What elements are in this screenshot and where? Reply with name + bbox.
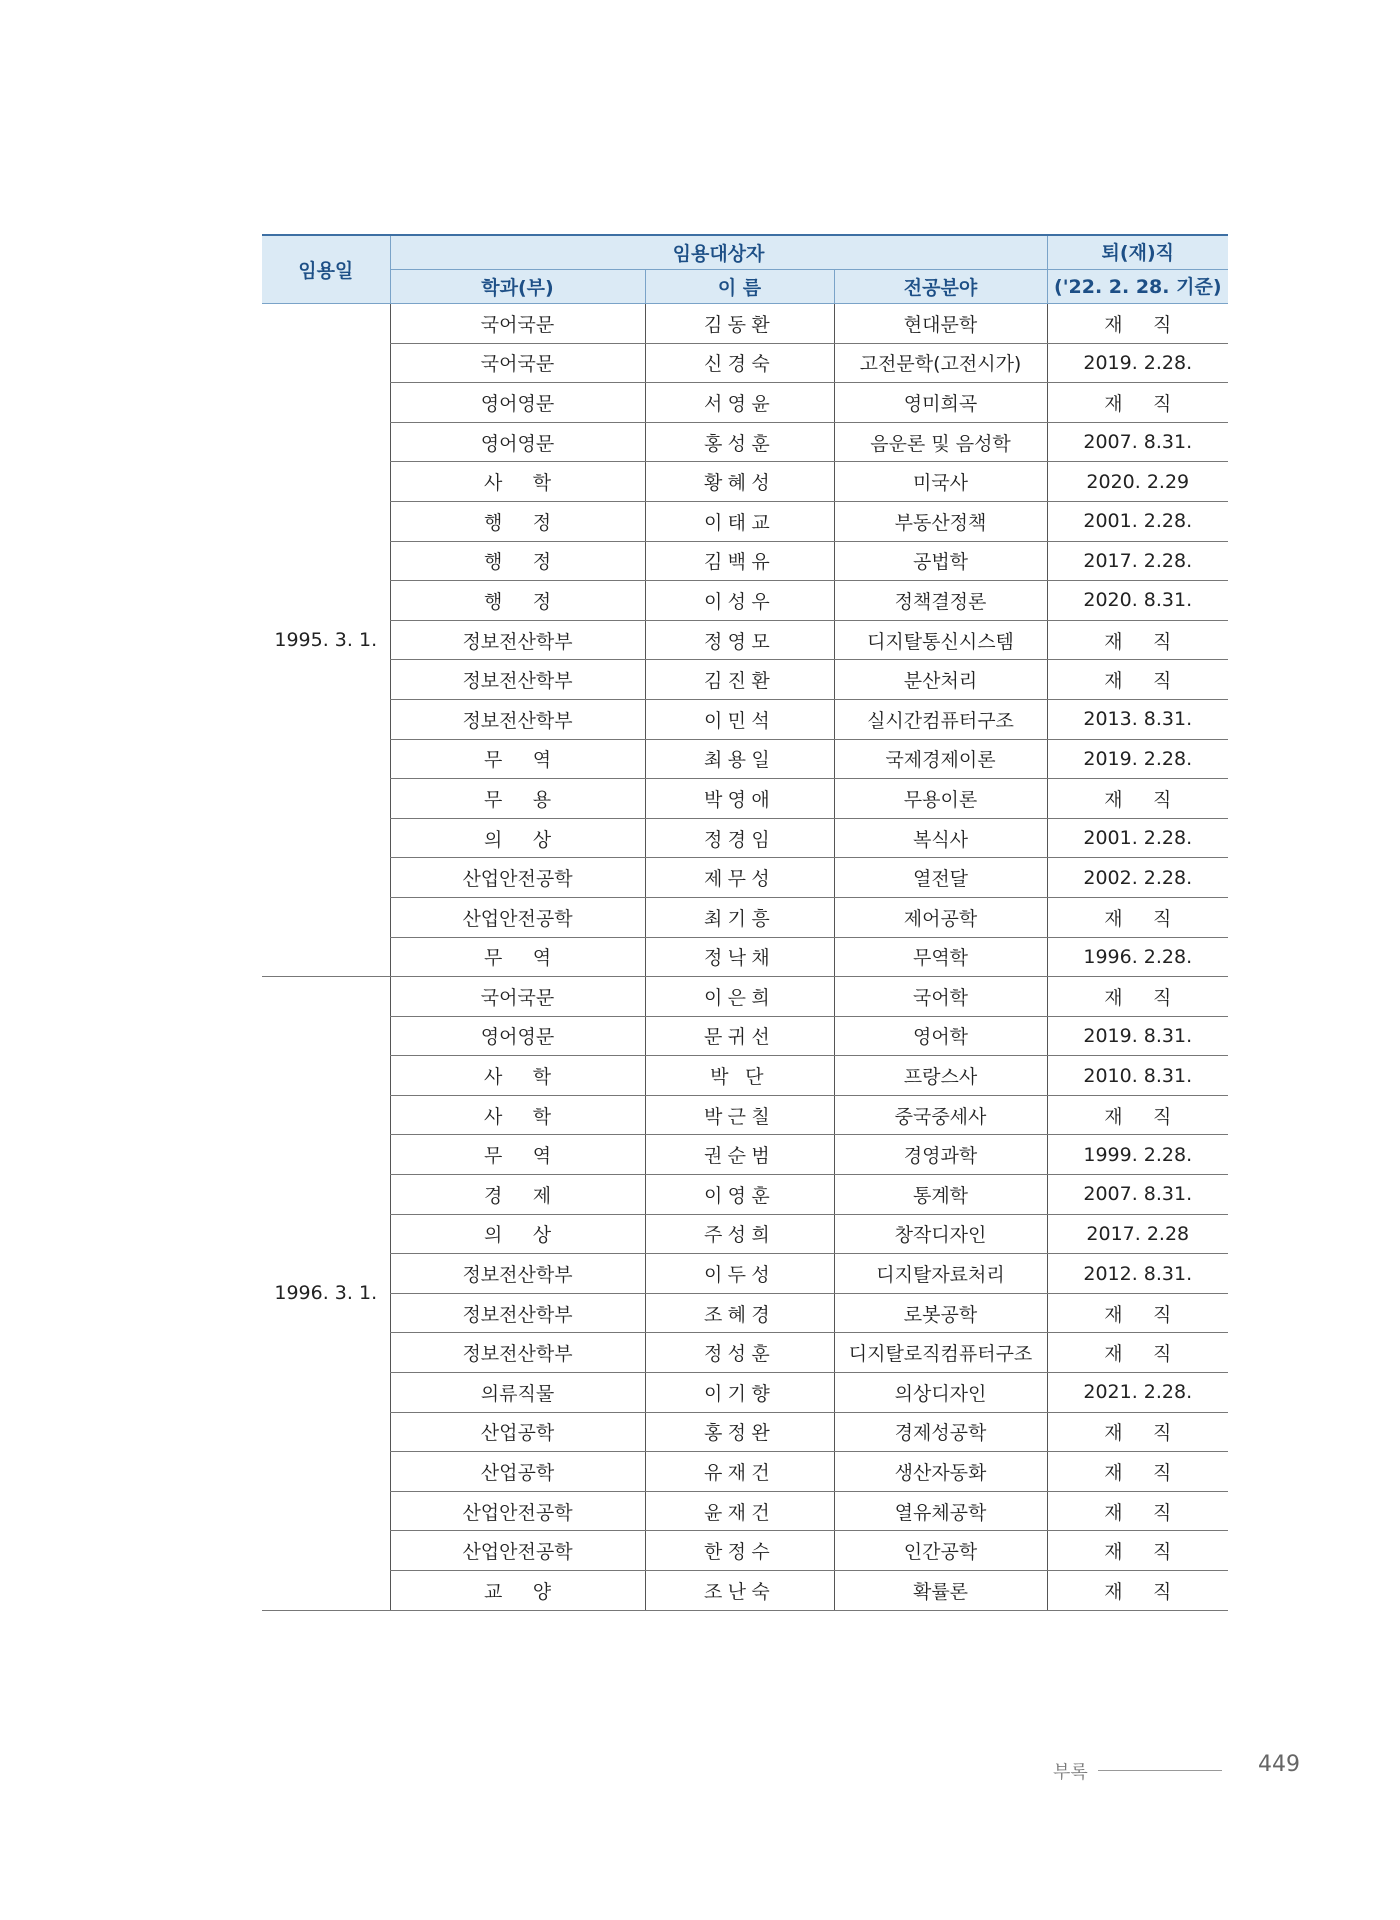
name-cell: 권순범 [645, 1135, 834, 1175]
major-cell: 의상디자인 [834, 1373, 1047, 1413]
dept-cell: 사학 [390, 1056, 645, 1096]
status-cell: 재직 [1047, 620, 1228, 660]
name-cell: 정성훈 [645, 1333, 834, 1373]
dept-cell: 경제 [390, 1175, 645, 1215]
dept-cell: 영어영문 [390, 422, 645, 462]
dept-cell: 산업안전공학 [390, 1531, 645, 1571]
name-cell: 서영윤 [645, 383, 834, 423]
status-cell: 2019. 8.31. [1047, 1016, 1228, 1056]
status-cell: 2019. 2.28. [1047, 343, 1228, 383]
table-row [262, 1175, 1228, 1215]
major-cell: 열전달 [834, 858, 1047, 898]
table-row [262, 660, 1228, 700]
status-cell: 2012. 8.31. [1047, 1254, 1228, 1294]
major-cell: 인간공학 [834, 1531, 1047, 1571]
name-cell: 정낙채 [645, 937, 834, 977]
major-cell: 영어학 [834, 1016, 1047, 1056]
table-row [262, 1214, 1228, 1254]
name-cell: 이은희 [645, 977, 834, 1017]
header-retire: 퇴(재)직 [1047, 235, 1228, 270]
major-cell: 정책결정론 [834, 581, 1047, 621]
dept-cell: 의류직물 [390, 1373, 645, 1413]
name-cell: 최용일 [645, 739, 834, 779]
status-cell: 재직 [1047, 1412, 1228, 1452]
name-cell: 이태교 [645, 501, 834, 541]
table-row [262, 1452, 1228, 1492]
major-cell: 확률론 [834, 1571, 1047, 1611]
major-cell: 경제성공학 [834, 1412, 1047, 1452]
major-cell: 창작디자인 [834, 1214, 1047, 1254]
table-row [262, 541, 1228, 581]
header-retire-basis: ('22. 2. 28. 기준) [1047, 270, 1228, 304]
status-cell: 재직 [1047, 1491, 1228, 1531]
major-cell: 경영과학 [834, 1135, 1047, 1175]
table-row [262, 977, 1228, 1017]
table-row [262, 501, 1228, 541]
major-cell: 복식사 [834, 818, 1047, 858]
major-cell: 무역학 [834, 937, 1047, 977]
major-cell: 제어공학 [834, 897, 1047, 937]
table-row [262, 818, 1228, 858]
table-row [262, 462, 1228, 502]
page-number: 449 [1258, 1752, 1300, 1777]
status-cell: 2002. 2.28. [1047, 858, 1228, 898]
status-cell: 2017. 2.28. [1047, 541, 1228, 581]
dept-cell: 산업공학 [390, 1412, 645, 1452]
footer-divider [1098, 1770, 1222, 1771]
dept-cell: 무역 [390, 1135, 645, 1175]
name-cell: 황혜성 [645, 462, 834, 502]
dept-cell: 행정 [390, 501, 645, 541]
dept-cell: 사학 [390, 462, 645, 502]
major-cell: 디지탈통신시스템 [834, 620, 1047, 660]
table-row [262, 1491, 1228, 1531]
status-cell: 2001. 2.28. [1047, 818, 1228, 858]
major-cell: 영미희곡 [834, 383, 1047, 423]
name-cell: 한정수 [645, 1531, 834, 1571]
name-cell: 문귀선 [645, 1016, 834, 1056]
major-cell: 열유체공학 [834, 1491, 1047, 1531]
table-row [262, 1373, 1228, 1413]
table-row [262, 304, 1228, 344]
dept-cell: 산업공학 [390, 1452, 645, 1492]
major-cell: 디지탈자료처리 [834, 1254, 1047, 1294]
status-cell: 1996. 2.28. [1047, 937, 1228, 977]
name-cell: 이두성 [645, 1254, 834, 1294]
name-cell: 최기흥 [645, 897, 834, 937]
major-cell: 디지탈로직컴퓨터구조 [834, 1333, 1047, 1373]
major-cell: 부동산정책 [834, 501, 1047, 541]
major-cell: 고전문학(고전시가) [834, 343, 1047, 383]
dept-cell: 사학 [390, 1095, 645, 1135]
name-cell: 정영모 [645, 620, 834, 660]
dept-cell: 의상 [390, 818, 645, 858]
table-row [262, 1056, 1228, 1096]
name-cell: 홍정완 [645, 1412, 834, 1452]
table-row [262, 1412, 1228, 1452]
dept-cell: 영어영문 [390, 1016, 645, 1056]
table-row [262, 739, 1228, 779]
major-cell: 음운론 및 음성학 [834, 422, 1047, 462]
status-cell: 2021. 2.28. [1047, 1373, 1228, 1413]
name-cell: 박영애 [645, 779, 834, 819]
table-row [262, 1293, 1228, 1333]
header-appointee: 임용대상자 [390, 235, 1047, 270]
status-cell: 2020. 2.29 [1047, 462, 1228, 502]
dept-cell: 교양 [390, 1571, 645, 1611]
name-cell: 이성우 [645, 581, 834, 621]
name-cell: 홍성훈 [645, 422, 834, 462]
name-cell: 조혜경 [645, 1293, 834, 1333]
major-cell: 생산자동화 [834, 1452, 1047, 1492]
status-cell: 재직 [1047, 1293, 1228, 1333]
name-cell: 김백유 [645, 541, 834, 581]
dept-cell: 무용 [390, 779, 645, 819]
table-row [262, 1095, 1228, 1135]
status-cell: 재직 [1047, 1531, 1228, 1571]
status-cell: 2007. 8.31. [1047, 422, 1228, 462]
major-cell: 중국중세사 [834, 1095, 1047, 1135]
status-cell: 재직 [1047, 779, 1228, 819]
header-major: 전공분야 [834, 270, 1047, 304]
table-row [262, 897, 1228, 937]
table-row [262, 858, 1228, 898]
status-cell: 2007. 8.31. [1047, 1175, 1228, 1215]
status-cell: 2010. 8.31. [1047, 1056, 1228, 1096]
name-cell: 이민석 [645, 699, 834, 739]
name-cell: 박 단 [645, 1056, 834, 1096]
dept-cell: 산업안전공학 [390, 1491, 645, 1531]
dept-cell: 행정 [390, 541, 645, 581]
status-cell: 재직 [1047, 304, 1228, 344]
status-cell: 2001. 2.28. [1047, 501, 1228, 541]
dept-cell: 정보전산학부 [390, 699, 645, 739]
table-row [262, 1016, 1228, 1056]
status-cell: 재직 [1047, 383, 1228, 423]
major-cell: 국어학 [834, 977, 1047, 1017]
status-cell: 재직 [1047, 897, 1228, 937]
name-cell: 조난숙 [645, 1571, 834, 1611]
major-cell: 미국사 [834, 462, 1047, 502]
name-cell: 이영훈 [645, 1175, 834, 1215]
major-cell: 현대문학 [834, 304, 1047, 344]
major-cell: 프랑스사 [834, 1056, 1047, 1096]
name-cell: 유재건 [645, 1452, 834, 1492]
table-row [262, 422, 1228, 462]
name-cell: 김진환 [645, 660, 834, 700]
name-cell: 이기향 [645, 1373, 834, 1413]
dept-cell: 정보전산학부 [390, 1293, 645, 1333]
table-row [262, 1571, 1228, 1611]
appointment-table [262, 234, 1228, 1611]
major-cell: 무용이론 [834, 779, 1047, 819]
table-row [262, 937, 1228, 977]
header-name: 이 름 [645, 270, 834, 304]
table-row [262, 343, 1228, 383]
status-cell: 재직 [1047, 977, 1228, 1017]
name-cell: 박근칠 [645, 1095, 834, 1135]
name-cell: 김동환 [645, 304, 834, 344]
status-cell: 2020. 8.31. [1047, 581, 1228, 621]
dept-cell: 정보전산학부 [390, 620, 645, 660]
table-row [262, 1254, 1228, 1294]
table-row [262, 1333, 1228, 1373]
footer-section-label: 부록 [1053, 1762, 1088, 1783]
appoint-date-cell: 1995. 3. 1. [262, 304, 390, 977]
appoint-date-cell: 1996. 3. 1. [262, 977, 390, 1611]
name-cell: 제무성 [645, 858, 834, 898]
table-row [262, 620, 1228, 660]
status-cell: 2017. 2.28 [1047, 1214, 1228, 1254]
dept-cell: 영어영문 [390, 383, 645, 423]
status-cell: 2013. 8.31. [1047, 699, 1228, 739]
dept-cell: 국어국문 [390, 343, 645, 383]
major-cell: 통계학 [834, 1175, 1047, 1215]
dept-cell: 무역 [390, 739, 645, 779]
dept-cell: 산업안전공학 [390, 897, 645, 937]
table-row [262, 699, 1228, 739]
major-cell: 국제경제이론 [834, 739, 1047, 779]
status-cell: 2019. 2.28. [1047, 739, 1228, 779]
status-cell: 재직 [1047, 1333, 1228, 1373]
dept-cell: 정보전산학부 [390, 1333, 645, 1373]
dept-cell: 정보전산학부 [390, 660, 645, 700]
dept-cell: 무역 [390, 937, 645, 977]
table-row [262, 383, 1228, 423]
name-cell: 신경숙 [645, 343, 834, 383]
dept-cell: 정보전산학부 [390, 1254, 645, 1294]
major-cell: 분산처리 [834, 660, 1047, 700]
table-row [262, 779, 1228, 819]
status-cell: 재직 [1047, 660, 1228, 700]
dept-cell: 산업안전공학 [390, 858, 645, 898]
dept-cell: 의상 [390, 1214, 645, 1254]
status-cell: 재직 [1047, 1095, 1228, 1135]
dept-cell: 행정 [390, 581, 645, 621]
status-cell: 재직 [1047, 1452, 1228, 1492]
status-cell: 1999. 2.28. [1047, 1135, 1228, 1175]
name-cell: 윤재건 [645, 1491, 834, 1531]
major-cell: 로봇공학 [834, 1293, 1047, 1333]
name-cell: 주성희 [645, 1214, 834, 1254]
table-row [262, 1135, 1228, 1175]
header-appoint-date: 임용일 [262, 235, 390, 304]
table-body [262, 304, 1228, 1611]
major-cell: 실시간컴퓨터구조 [834, 699, 1047, 739]
major-cell: 공법학 [834, 541, 1047, 581]
dept-cell: 국어국문 [390, 304, 645, 344]
name-cell: 정경임 [645, 818, 834, 858]
table-row [262, 581, 1228, 621]
dept-cell: 국어국문 [390, 977, 645, 1017]
table-row [262, 1531, 1228, 1571]
status-cell: 재직 [1047, 1571, 1228, 1611]
header-dept: 학과(부) [390, 270, 645, 304]
